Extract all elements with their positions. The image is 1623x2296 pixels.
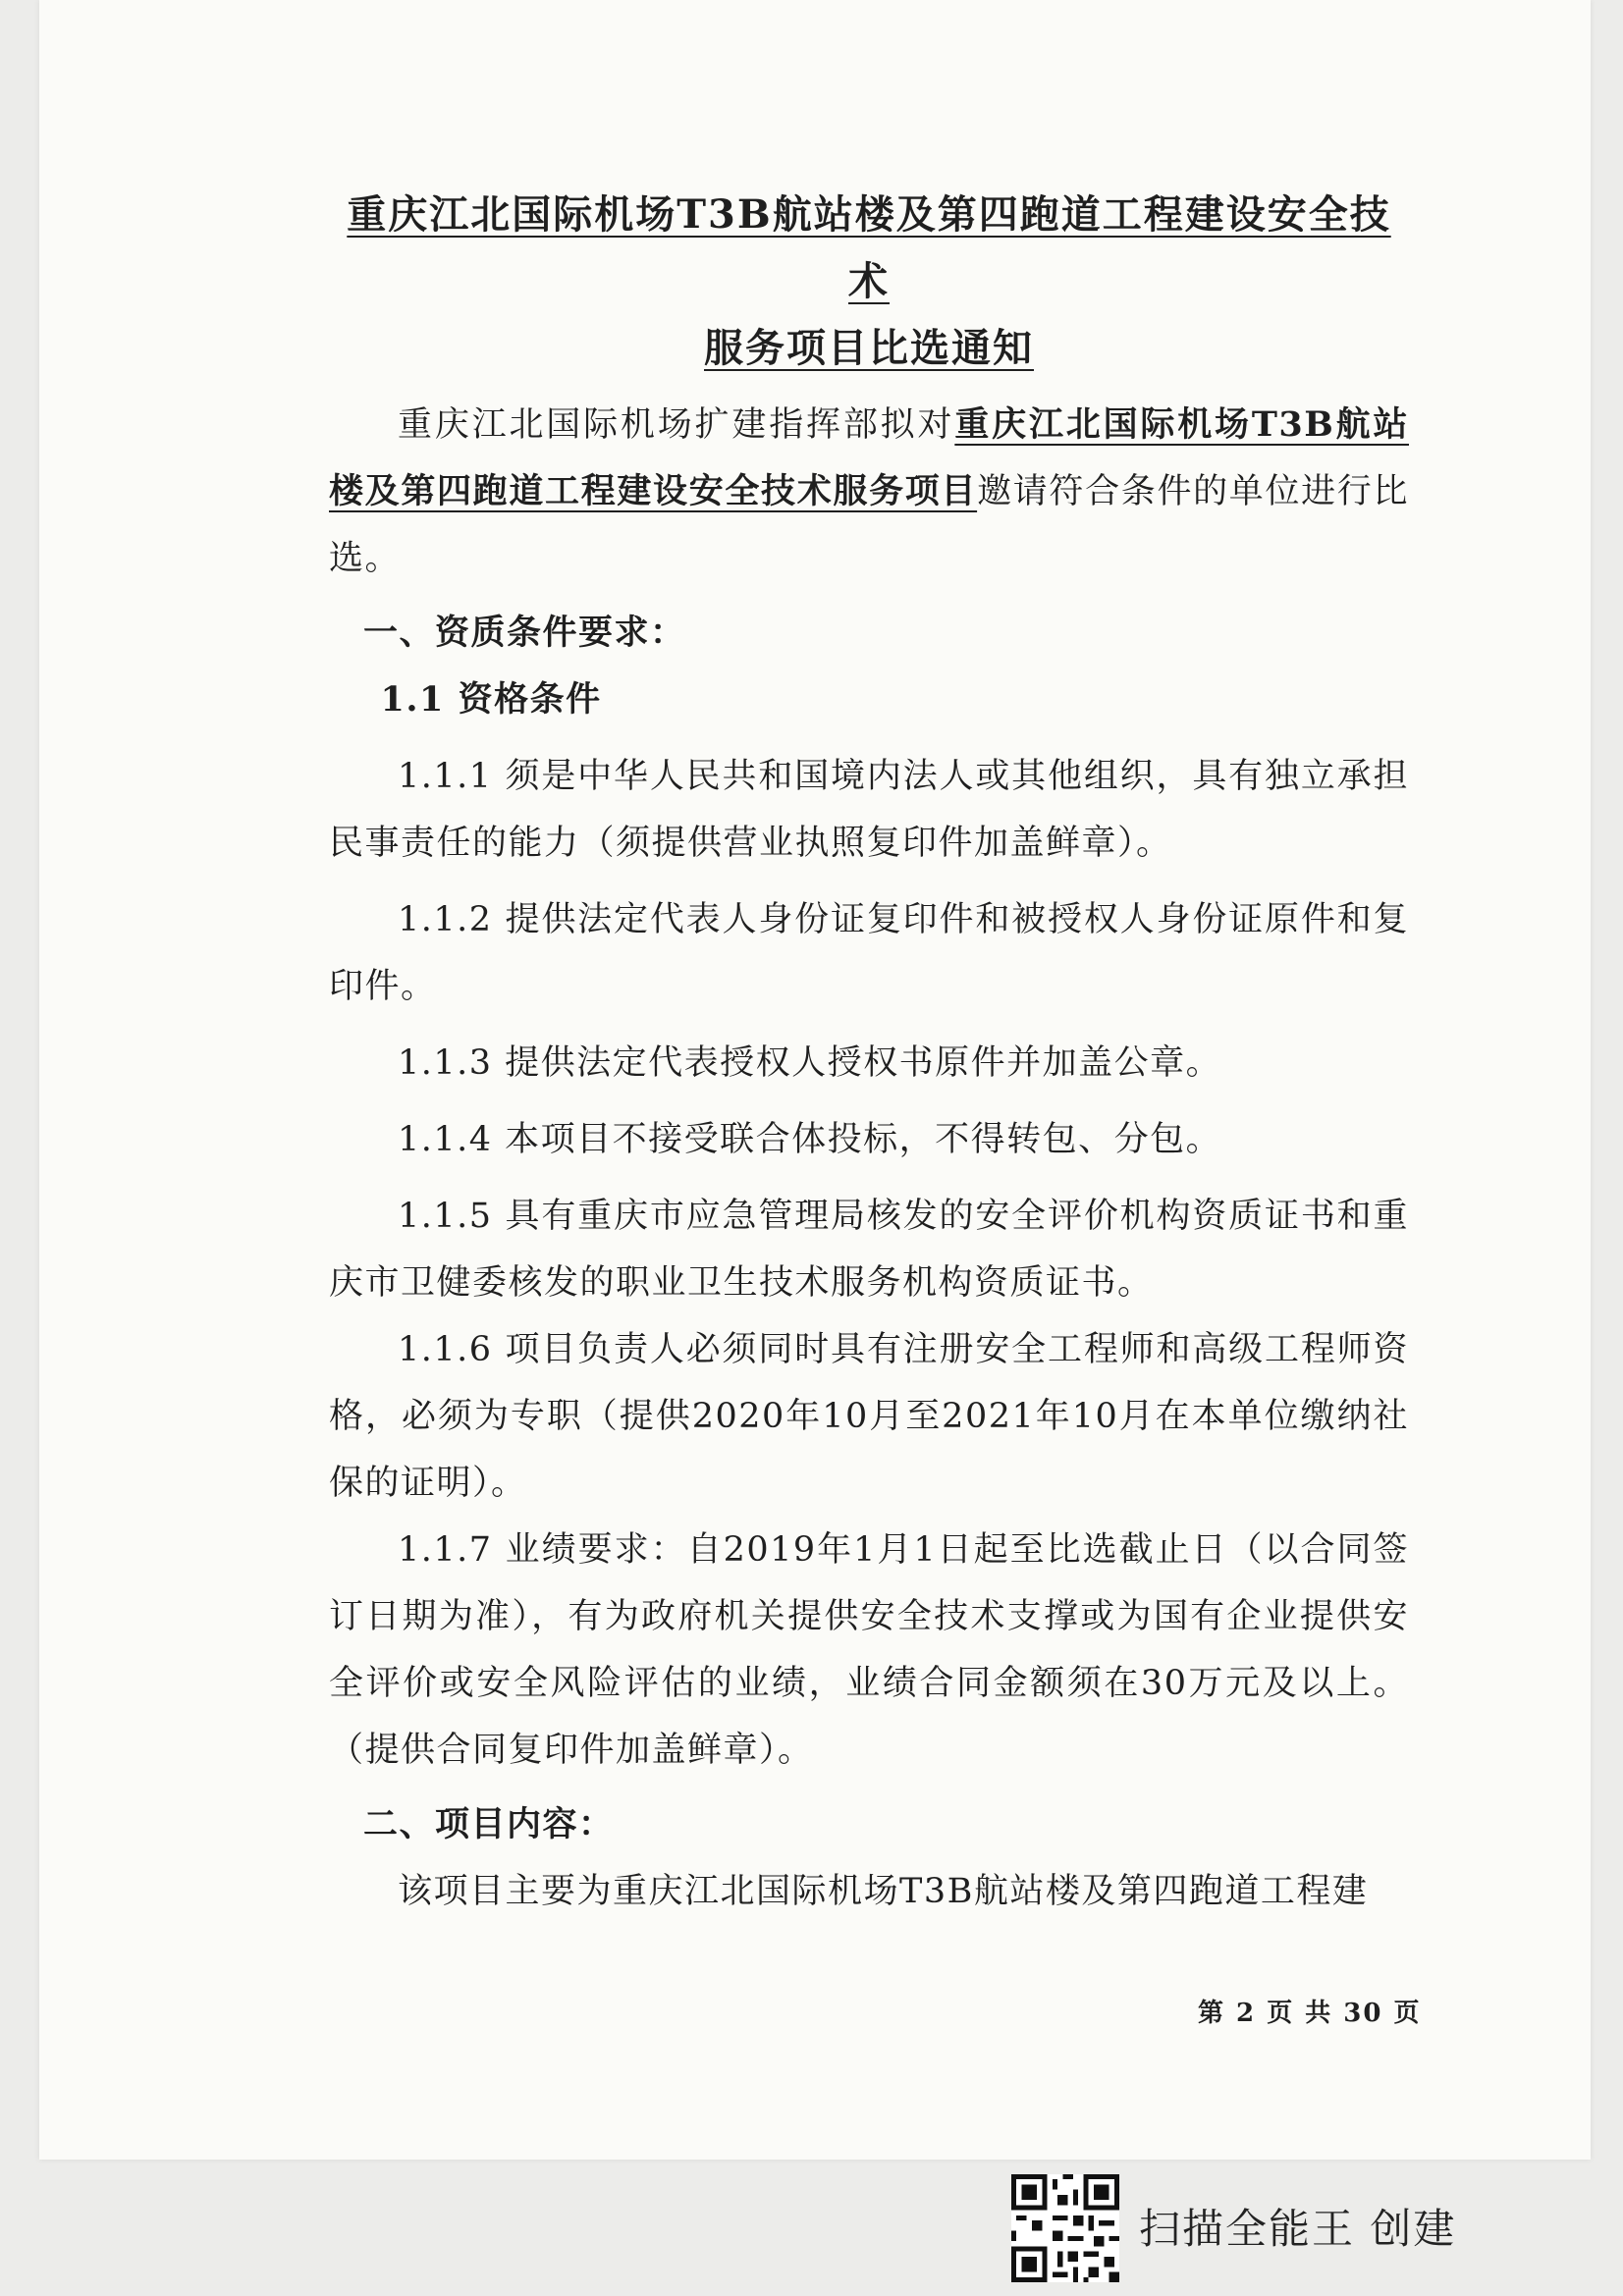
intro-suffix: 邀请符合条件的单位进行比选。 [329,472,1409,578]
item-1-1-4: 1.1.4 本项目不接受联合体投标，不得转包、分包。 [398,1120,1222,1159]
scanner-watermark: 扫描全能王 创建 [1139,2205,1457,2253]
section-2-heading: 二、项目内容： [363,1804,615,1844]
qr-code-icon [1011,2174,1119,2282]
intro-prefix: 重庆江北国际机场扩建指挥部拟对 [398,405,955,445]
item-1-1-3: 1.1.3 提供法定代表授权人授权书原件并加盖公章。 [398,1043,1222,1083]
intro-paragraph [329,392,1409,592]
document-page [39,0,1591,2160]
page-number: 第 2 页 共 30 页 [1198,1999,1422,2028]
item-1-1-6: 1.1.6 项目负责人必须同时具有注册安全工程师和高级工程师资格，必须为专职（提供2020年10月至2021年10月在本单位缴纳社保的证明）。 [329,1330,1409,1503]
item-1-1-7: 1.1.7 业绩要求：自2019年1月1日起至比选截止日（以合同签订日期为准），有为政府机关提供安全技术支撑或为国有企业提供安全评价或安全风险评估的业绩，业绩合同金额须在30万元及以上。（提供合同复印件加盖鲜章）。 [329,1530,1409,1770]
section-1-heading: 一、资质条件要求： [363,613,686,653]
document-title [329,182,1409,382]
item-1-1-5: 1.1.5 具有重庆市应急管理局核发的安全评价机构资质证书和重庆市卫健委核发的职业卫生技术服务机构资质证书。 [329,1197,1409,1303]
title-line-2: 服务项目比选通知 [704,325,1034,371]
intro-project-name: 重庆江北国际机场T3B航站楼及第四跑道工程建设安全技术服务项目 [329,404,1409,511]
section-1-1-heading: 1.1 资格条件 [380,679,602,720]
item-1-1-1: 1.1.1 须是中华人民共和国境内法人或其他组织，具有独立承担民事责任的能力（须提供营业执照复印件加盖鲜章）。 [329,757,1409,863]
item-1-1-2: 1.1.2 提供法定代表人身份证复印件和被授权人身份证原件和复印件。 [329,900,1409,1006]
title-line-1: 重庆江北国际机场T3B航站楼及第四跑道工程建设安全技术 [347,191,1391,304]
document-body [329,182,1409,1925]
section-2-text: 该项目主要为重庆江北国际机场T3B航站楼及第四跑道工程建 [398,1872,1369,1911]
